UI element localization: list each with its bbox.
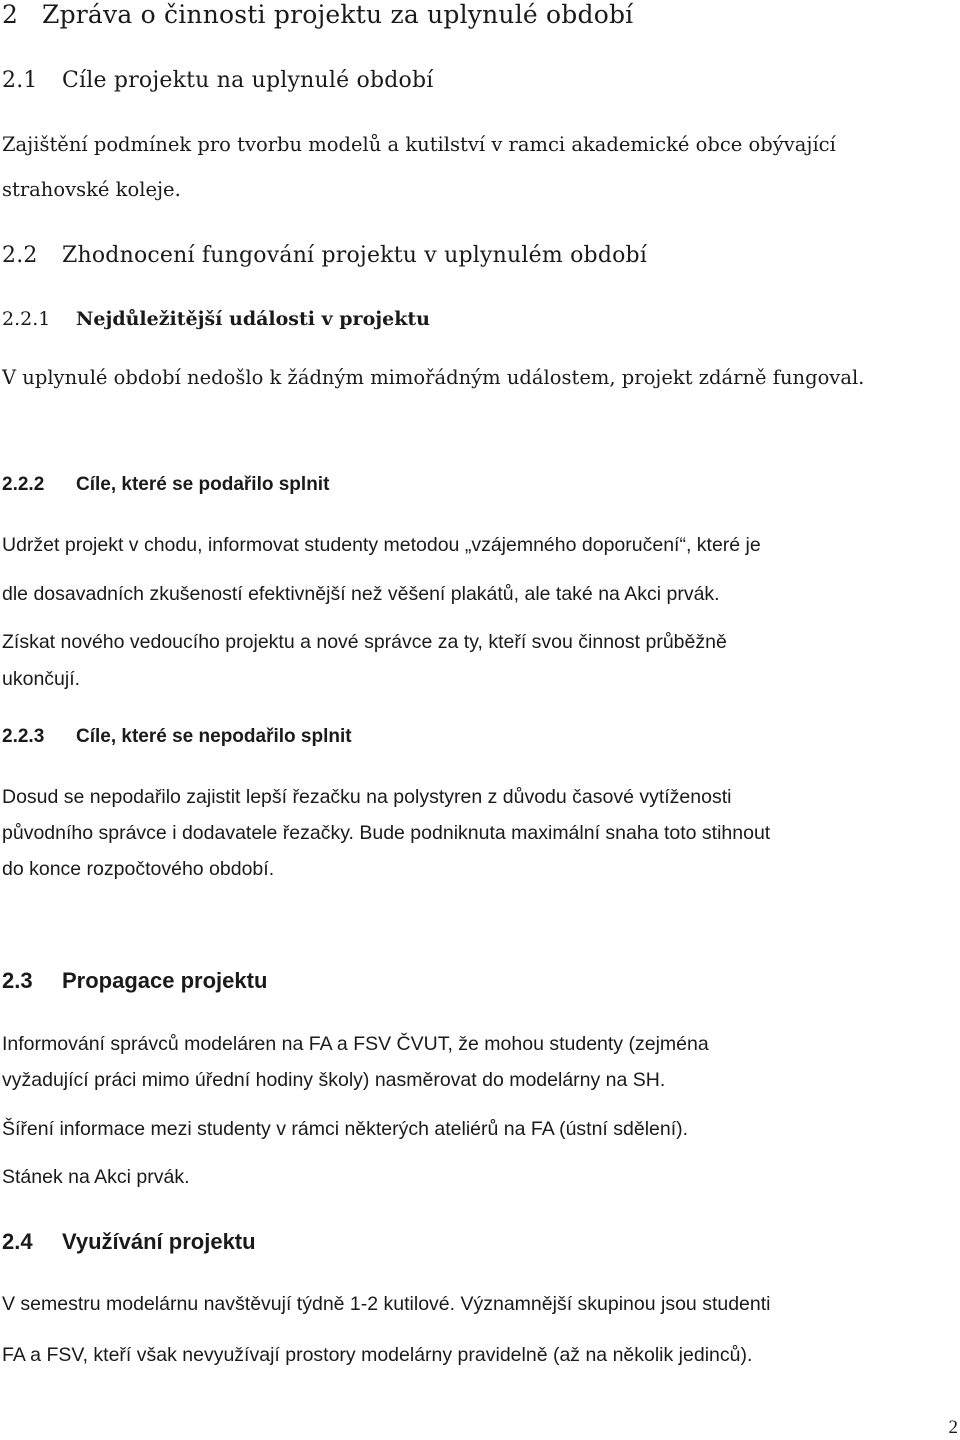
section-2-4-heading bbox=[2, 1229, 950, 1255]
heading-number: 2 bbox=[2, 0, 19, 29]
heading-number: 2.2.1 bbox=[2, 308, 51, 330]
section-2-heading bbox=[2, 0, 950, 29]
heading-title: Zhodnocení fungování projektu v uplynulém období bbox=[62, 243, 648, 268]
section-2-2-1-heading bbox=[2, 308, 950, 330]
paragraph-line: strahovské koleje. bbox=[2, 178, 181, 201]
heading-title: Cíle, které se nepodařilo splnit bbox=[76, 726, 352, 747]
heading-title: Zpráva o činnosti projektu za uplynulé období bbox=[42, 0, 634, 29]
heading-title: Cíle projektu na uplynulé období bbox=[62, 68, 434, 93]
page-number: 2 bbox=[948, 1417, 958, 1438]
heading-number: 2.2 bbox=[2, 243, 38, 268]
section-2-3-heading bbox=[2, 968, 950, 994]
paragraph-line: vyžadující práci mimo úřední hodiny školy) nasměrovat do modelárny na SH. bbox=[2, 1069, 666, 1091]
paragraph-line: Stánek na Akci prvák. bbox=[2, 1166, 190, 1188]
section-2-2-heading bbox=[2, 243, 950, 268]
paragraph-line: Zajištění podmínek pro tvorbu modelů a kutilství v ramci akademické obce obývající bbox=[2, 133, 836, 156]
paragraph-line: dle dosavadních zkušeností efektivnější než věšení plakátů, ale také na Akci prvák. bbox=[2, 583, 720, 605]
paragraph-line: Šíření informace mezi studenty v rámci některých ateliérů na FA (ústní sdělení). bbox=[2, 1118, 689, 1140]
paragraph-line: Udržet projekt v chodu, informovat studenty metodou „vzájemného doporučení“, které je bbox=[2, 534, 761, 556]
heading-number: 2.2.3 bbox=[2, 726, 45, 747]
heading-title: Nejdůležitější události v projektu bbox=[76, 308, 430, 330]
heading-number: 2.1 bbox=[2, 68, 38, 93]
paragraph-line: do konce rozpočtového období. bbox=[2, 858, 275, 880]
heading-title: Propagace projektu bbox=[62, 968, 268, 993]
paragraph-line: Získat nového vedoucího projektu a nové správce za ty, kteří svou činnost průběžně bbox=[2, 631, 727, 653]
section-2-2-3-heading bbox=[2, 726, 950, 748]
heading-title: Cíle, které se podařilo splnit bbox=[76, 474, 330, 495]
heading-title: Využívání projektu bbox=[62, 1229, 256, 1254]
paragraph-line: V uplynulé období nedošlo k žádným mimořádným událostem, projekt zdárně fungoval. bbox=[2, 366, 865, 389]
heading-number: 2.3 bbox=[2, 968, 33, 993]
paragraph-line: Dosud se nepodařilo zajistit lepší řezačku na polystyren z důvodu časové vytíženosti bbox=[2, 786, 732, 808]
heading-number: 2.4 bbox=[2, 1229, 33, 1254]
paragraph-line: V semestru modelárnu navštěvují týdně 1-2 kutilové. Významnější skupinou jsou studenti bbox=[2, 1293, 771, 1315]
paragraph-line: FA a FSV, kteří však nevyužívají prostory modelárny pravidelně (až na několik jedinců). bbox=[2, 1344, 753, 1366]
paragraph-line: ukončují. bbox=[2, 668, 81, 690]
section-2-2-2-heading bbox=[2, 474, 950, 496]
paragraph-line: původního správce i dodavatele řezačky. Bude podniknuta maximální snaha toto stihnout bbox=[2, 822, 771, 844]
heading-number: 2.2.2 bbox=[2, 474, 45, 495]
section-2-1-heading bbox=[2, 68, 950, 93]
paragraph-line: Informování správců modeláren na FA a FSV ČVUT, že mohou studenty (zejména bbox=[2, 1033, 709, 1055]
